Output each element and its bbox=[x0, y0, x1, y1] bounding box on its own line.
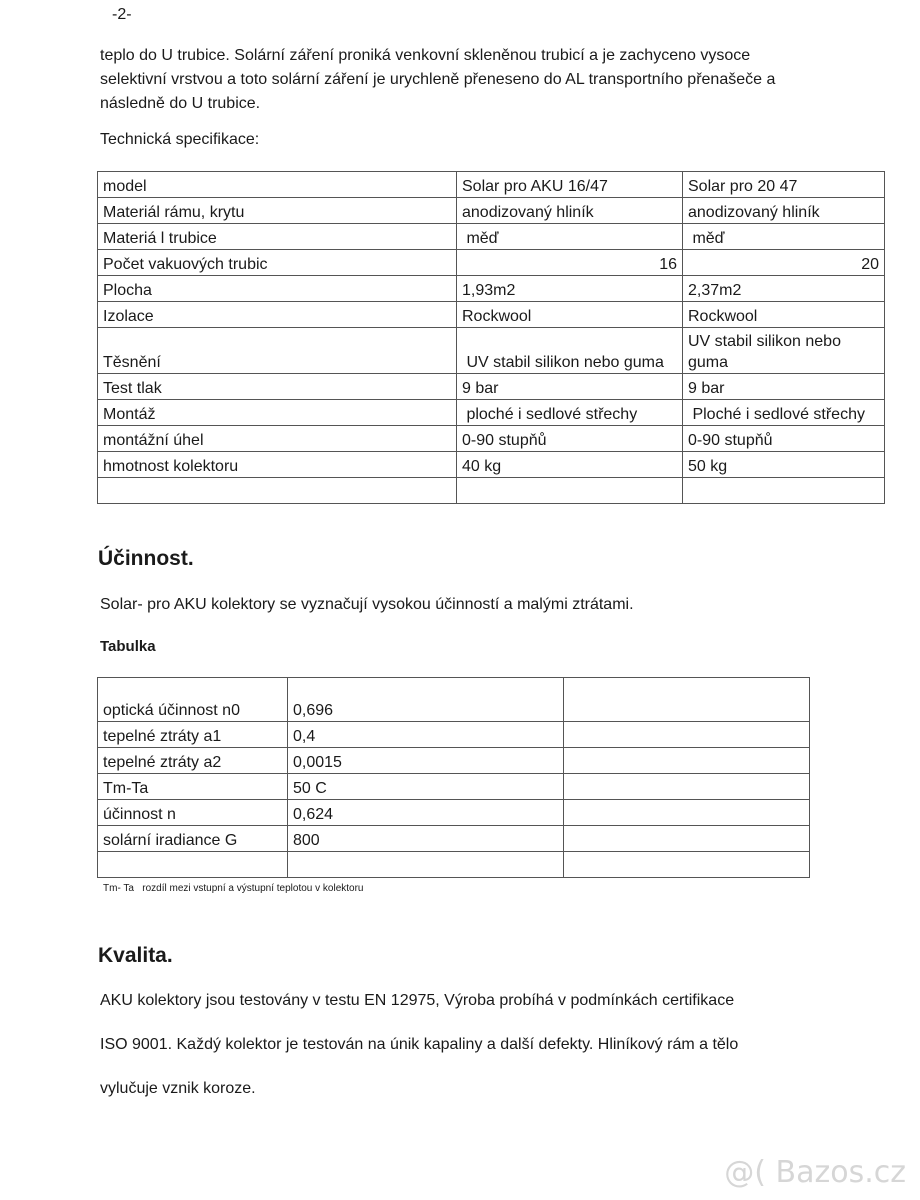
table-cell: Solar pro AKU 16/47 bbox=[457, 172, 683, 198]
table-cell: optická účinnost n0 bbox=[98, 678, 288, 722]
intro-line: selektivní vrstvou a toto solární záření je urychleně přeneseno do AL transportního přenašeče a bbox=[100, 71, 776, 88]
table-row bbox=[98, 826, 810, 852]
table-cell: 40 kg bbox=[457, 452, 683, 478]
table-cell bbox=[564, 800, 810, 826]
table-cell bbox=[564, 748, 810, 774]
table-row bbox=[98, 452, 885, 478]
table-cell: UV stabil silikon nebo guma bbox=[457, 328, 683, 374]
table-row bbox=[98, 678, 810, 722]
table-cell: tepelné ztráty a1 bbox=[98, 722, 288, 748]
intro-line: teplo do U trubice. Solární záření proniká venkovní skleněnou trubicí a je zachyceno vysoce bbox=[100, 47, 751, 64]
table-cell: 50 kg bbox=[683, 452, 885, 478]
table-cell: anodizovaný hliník bbox=[457, 198, 683, 224]
efficiency-text: Solar- pro AKU kolektory se vyznačují vysokou účinností a malými ztrátami. bbox=[100, 596, 634, 613]
spec-label: Technická specifikace: bbox=[100, 131, 260, 148]
table-cell: Plocha bbox=[98, 276, 457, 302]
table-cell: 0-90 stupňů bbox=[683, 426, 885, 452]
quality-heading: Kvalita. bbox=[98, 944, 173, 967]
table-row bbox=[98, 800, 810, 826]
table-row bbox=[98, 426, 885, 452]
bazos-watermark: @( Bazos.cz bbox=[724, 1155, 906, 1190]
table-cell: 0,4 bbox=[288, 722, 564, 748]
table-cell: 0-90 stupňů bbox=[457, 426, 683, 452]
table-cell: měď bbox=[457, 224, 683, 250]
page-number: -2- bbox=[112, 6, 132, 23]
table-row bbox=[98, 302, 885, 328]
table-cell bbox=[564, 678, 810, 722]
table-cell bbox=[98, 852, 288, 878]
table-cell bbox=[564, 774, 810, 800]
table-cell: anodizovaný hliník bbox=[683, 198, 885, 224]
table-row bbox=[98, 748, 810, 774]
table-cell: Tm-Ta bbox=[98, 774, 288, 800]
table-cell bbox=[564, 852, 810, 878]
table-cell: Materiá l trubice bbox=[98, 224, 457, 250]
efficiency-table bbox=[97, 677, 810, 878]
table-row bbox=[98, 276, 885, 302]
table-cell bbox=[564, 722, 810, 748]
table-row bbox=[98, 250, 885, 276]
intro-paragraph bbox=[100, 44, 775, 116]
table-cell: montážní úhel bbox=[98, 426, 457, 452]
table-cell: model bbox=[98, 172, 457, 198]
table-cell: Těsnění bbox=[98, 328, 457, 374]
table-row bbox=[98, 224, 885, 250]
table-cell: Ploché i sedlové střechy bbox=[683, 400, 885, 426]
table-row bbox=[98, 172, 885, 198]
table-cell: Materiál rámu, krytu bbox=[98, 198, 457, 224]
table-row bbox=[98, 328, 885, 374]
table-cell: 0,0015 bbox=[288, 748, 564, 774]
table-cell bbox=[98, 478, 457, 504]
table-cell: 9 bar bbox=[683, 374, 885, 400]
table-footnote: Tm- Ta rozdíl mezi vstupní a výstupní teplotou v kolektoru bbox=[103, 883, 364, 894]
table-cell bbox=[564, 826, 810, 852]
table-row bbox=[98, 400, 885, 426]
table-cell: 0,624 bbox=[288, 800, 564, 826]
table-cell: 2,37m2 bbox=[683, 276, 885, 302]
table-cell bbox=[288, 852, 564, 878]
table-cell: měď bbox=[683, 224, 885, 250]
table-cell: Izolace bbox=[98, 302, 457, 328]
quality-line: vylučuje vznik koroze. bbox=[100, 1080, 256, 1097]
table-row bbox=[98, 478, 885, 504]
table-cell: tepelné ztráty a2 bbox=[98, 748, 288, 774]
table-cell bbox=[683, 478, 885, 504]
table-cell: 20 bbox=[683, 250, 885, 276]
table-label: Tabulka bbox=[100, 638, 156, 655]
table-cell: UV stabil silikon nebo guma bbox=[683, 328, 885, 374]
table-cell: 16 bbox=[457, 250, 683, 276]
quality-line: AKU kolektory jsou testovány v testu EN 12975, Výroba probíhá v podmínkách certifikace bbox=[100, 992, 735, 1009]
efficiency-heading: Účinnost. bbox=[98, 547, 194, 570]
table-cell: ploché i sedlové střechy bbox=[457, 400, 683, 426]
table-cell bbox=[457, 478, 683, 504]
table-cell: Rockwool bbox=[683, 302, 885, 328]
quality-line: ISO 9001. Každý kolektor je testován na únik kapaliny a další defekty. Hliníkový rám a tělo bbox=[100, 1036, 739, 1053]
intro-line: následně do U trubice. bbox=[100, 95, 261, 112]
table-cell: solární iradiance G bbox=[98, 826, 288, 852]
table-cell: Počet vakuových trubic bbox=[98, 250, 457, 276]
table-row bbox=[98, 774, 810, 800]
table-row bbox=[98, 722, 810, 748]
table-cell: 9 bar bbox=[457, 374, 683, 400]
table-cell: Rockwool bbox=[457, 302, 683, 328]
table-cell: Solar pro 20 47 bbox=[683, 172, 885, 198]
table-row bbox=[98, 374, 885, 400]
table-cell: 0,696 bbox=[288, 678, 564, 722]
table-row bbox=[98, 198, 885, 224]
spec-table bbox=[97, 171, 885, 504]
table-cell: 50 C bbox=[288, 774, 564, 800]
table-cell: Test tlak bbox=[98, 374, 457, 400]
table-cell: Montáž bbox=[98, 400, 457, 426]
table-cell: 1,93m2 bbox=[457, 276, 683, 302]
table-cell: hmotnost kolektoru bbox=[98, 452, 457, 478]
table-cell: 800 bbox=[288, 826, 564, 852]
table-row bbox=[98, 852, 810, 878]
table-cell: účinnost n bbox=[98, 800, 288, 826]
